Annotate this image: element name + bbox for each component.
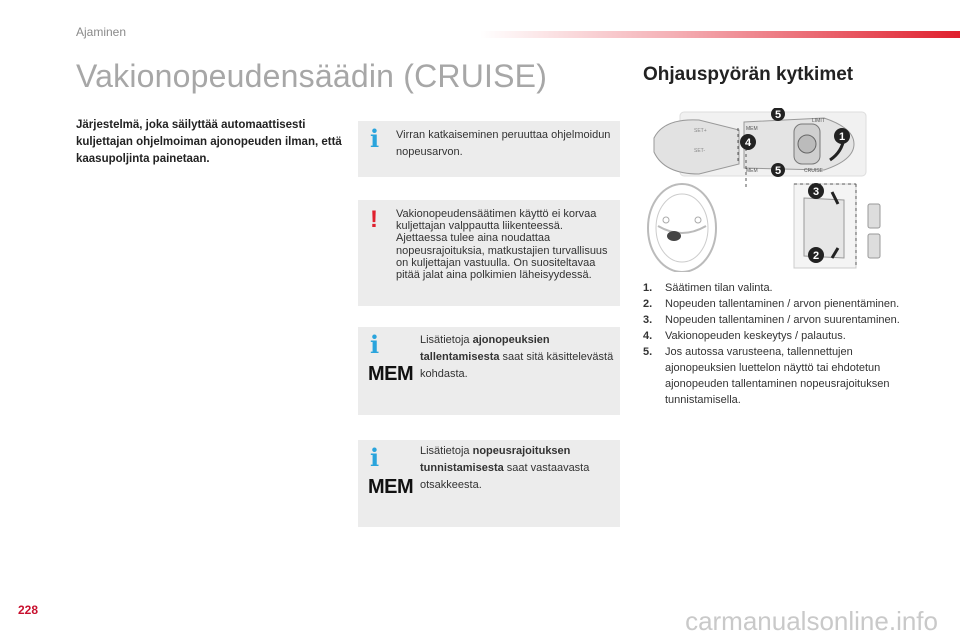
header-accent-rule — [480, 31, 960, 38]
callout-5-lower — [771, 163, 785, 177]
section-label: Ajaminen — [76, 25, 127, 39]
steering-controls-illustration — [644, 108, 884, 272]
note-text: Lisätietoja nopeusrajoituksen tunnistamisesta saat vastaavasta otsakkeesta. — [420, 445, 590, 491]
mem-upper-label: MEM — [746, 126, 758, 132]
mem-lower-label: MEM — [746, 168, 758, 174]
note-text: Virran katkaiseminen peruuttaa ohjelmoidun nopeusarvon. — [396, 129, 611, 158]
watermark: carmanualsonline.info — [685, 606, 938, 636]
warning-icon: ! — [370, 206, 378, 233]
page-title: Vakionopeudensäädin (CRUISE) — [76, 58, 548, 94]
list-item: 1. Säätimen tilan valinta. — [643, 282, 773, 294]
page-number: 228 — [18, 603, 39, 617]
info-icon: i — [370, 443, 380, 472]
warning-note-attention — [358, 200, 620, 306]
svg-text:1: 1 — [838, 131, 846, 143]
controls-title: Ohjauspyörän kytkimet — [643, 64, 854, 85]
mem-label: MEM — [368, 476, 414, 498]
steering-wheel — [648, 184, 716, 272]
list-item: 5. Jos autossa varusteena, tallennettujen ajonopeuksien luettelon näyttö tai ehdotetun ajonopeuden tallentaminen nopeusrajoituksen tunnistamisella. — [643, 346, 890, 406]
limit-label: LIMIT — [812, 118, 825, 124]
stalk-panel — [654, 112, 866, 176]
mem-label: MEM — [368, 363, 414, 385]
svg-text:5: 5 — [774, 165, 782, 177]
info-note-power-off — [358, 121, 620, 177]
cruise-label: CRUISE — [804, 168, 823, 174]
note-text: Lisätietoja ajonopeuksien tallentamisesta saat sitä käsittelevästä kohdasta. — [420, 334, 614, 380]
info-note-speed-memory — [358, 327, 620, 415]
callout-1 — [834, 128, 850, 144]
callout-4 — [740, 134, 756, 150]
callout-2 — [808, 247, 824, 263]
list-item: 3. Nopeuden tallentaminen / arvon suurentaminen. — [643, 314, 900, 326]
info-icon: i — [370, 330, 380, 359]
list-item: 2. Nopeuden tallentaminen / arvon pienentäminen. — [643, 298, 900, 310]
controls-legend-list — [643, 280, 903, 408]
info-note-speed-limit-recognition — [358, 440, 620, 527]
set-plus-label: SET+ — [694, 128, 707, 134]
note-text: Vakionopeudensäätimen käyttö ei korvaa kuljettajan valppautta liikenteessä. Ajettaessa tulee aina noudattaa nopeusrajoituksia, matkustajien turvallisuus on kuljettajan vastuulla. On suositeltavaa pitää jalat aina polkimien läheisyydessä. — [396, 208, 608, 282]
svg-text:5: 5 — [774, 109, 782, 121]
intro-text: Järjestelmä, joka säilyttää automaattisesti kuljettajan ohjelmoiman ajonopeuden ilman, että kaasupoljinta painetaan. — [76, 119, 342, 165]
svg-text:3: 3 — [812, 186, 820, 198]
callout-3 — [808, 183, 824, 199]
svg-text:2: 2 — [812, 250, 820, 262]
svg-text:4: 4 — [744, 137, 752, 149]
set-minus-label: SET- — [694, 148, 706, 154]
info-icon: i — [370, 124, 380, 153]
list-item: 4. Vakionopeuden keskeytys / palautus. — [643, 330, 846, 342]
